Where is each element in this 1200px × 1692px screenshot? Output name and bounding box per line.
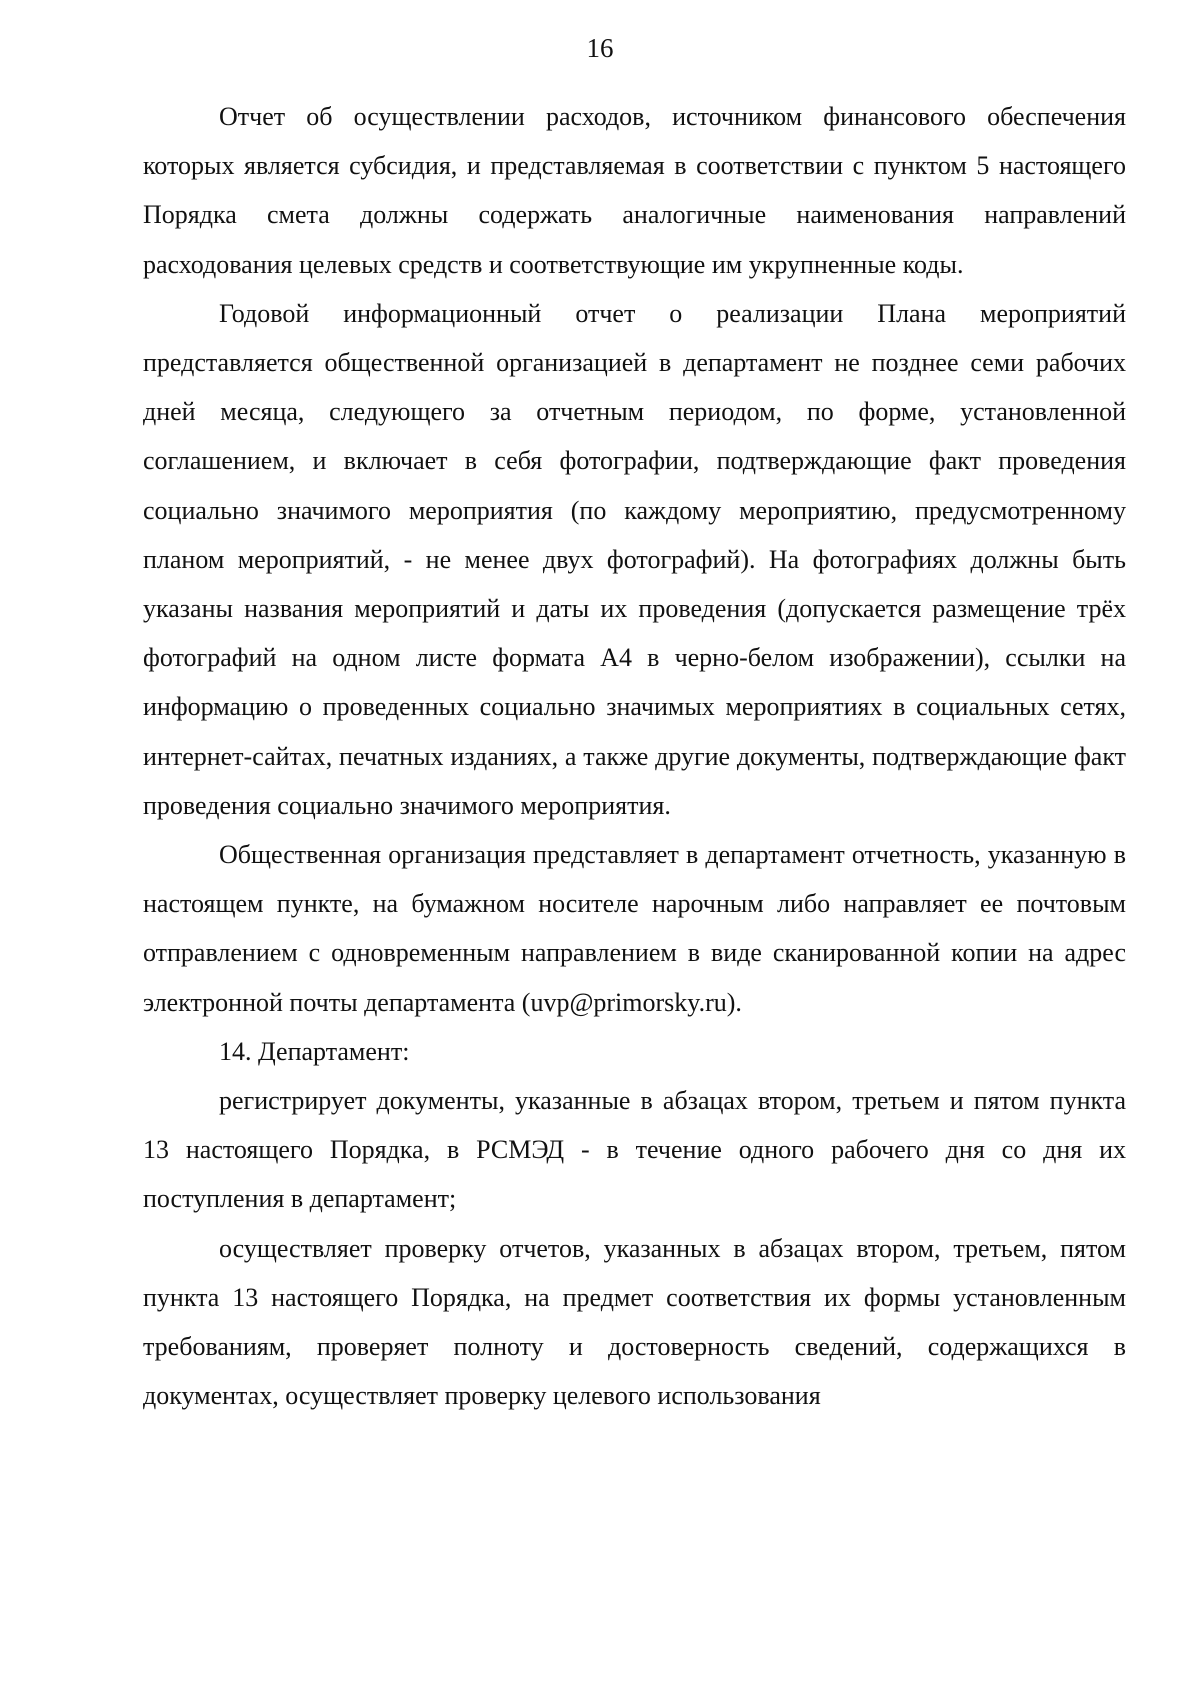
paragraph-expense-report: Отчет об осуществлении расходов, источником финансового обеспечения которых является субсидия, и представляемая в соответствии с пунктом 5 настоящего Порядка смета должны содержать аналогичные наименования направлений расходования целевых средств и соответствующие им укрупненные коды. [143, 102, 1126, 279]
paragraph-annual-report: Годовой информационный отчет о реализации Плана мероприятий представляется общественной организацией в департамент не позднее семи рабочих дней месяца, следующего за отчетным периодом, по форме, установленной соглашением, и включает в себя фотографии, подтверждающие факт проведения социально значимого мероприятия (по каждому мероприятию, предусмотренному планом мероприятий, - не менее двух фотографий). На фотографиях должны быть указаны названия мероприятий и даты их проведения (допускается размещение трёх фотографий на одном листе формата А4 в черно-белом изображении), ссылки на информацию о проведенных социально значимых мероприятиях в социальных сетях, интернет-сайтах, печатных изданиях, а также другие документы, подтверждающие факт проведения социально значимого мероприятия. [143, 298, 1126, 820]
paragraph-verification: осуществляет проверку отчетов, указанных в абзацах втором, третьем, пятом пункта 13 настоящего Порядка, на предмет соответствия их формы установленным требованиям, проверяет полноту и достоверность сведений, содержащихся в документах, осуществляет проверку целевого использования [143, 1233, 1126, 1411]
page-number: 16 [586, 33, 614, 63]
document-body [143, 92, 1126, 1420]
paragraph-registration: регистрирует документы, указанные в абзацах втором, третьем и пятом пункта 13 настоящего Порядка, в РСМЭД - в течение одного рабочего дня со дня их поступления в департамент; [143, 1086, 1126, 1214]
paragraph-section-14-heading: 14. Департамент: [219, 1036, 410, 1066]
paragraph-submission: Общественная организация представляет в департамент отчетность, указанную в настоящем пункте, на бумажном носителе нарочным либо направляет ее почтовым отправлением с одновременным направлением в виде сканированной копии на адрес электронной почты департамента (uvp@primorsky.ru). [143, 840, 1126, 1017]
